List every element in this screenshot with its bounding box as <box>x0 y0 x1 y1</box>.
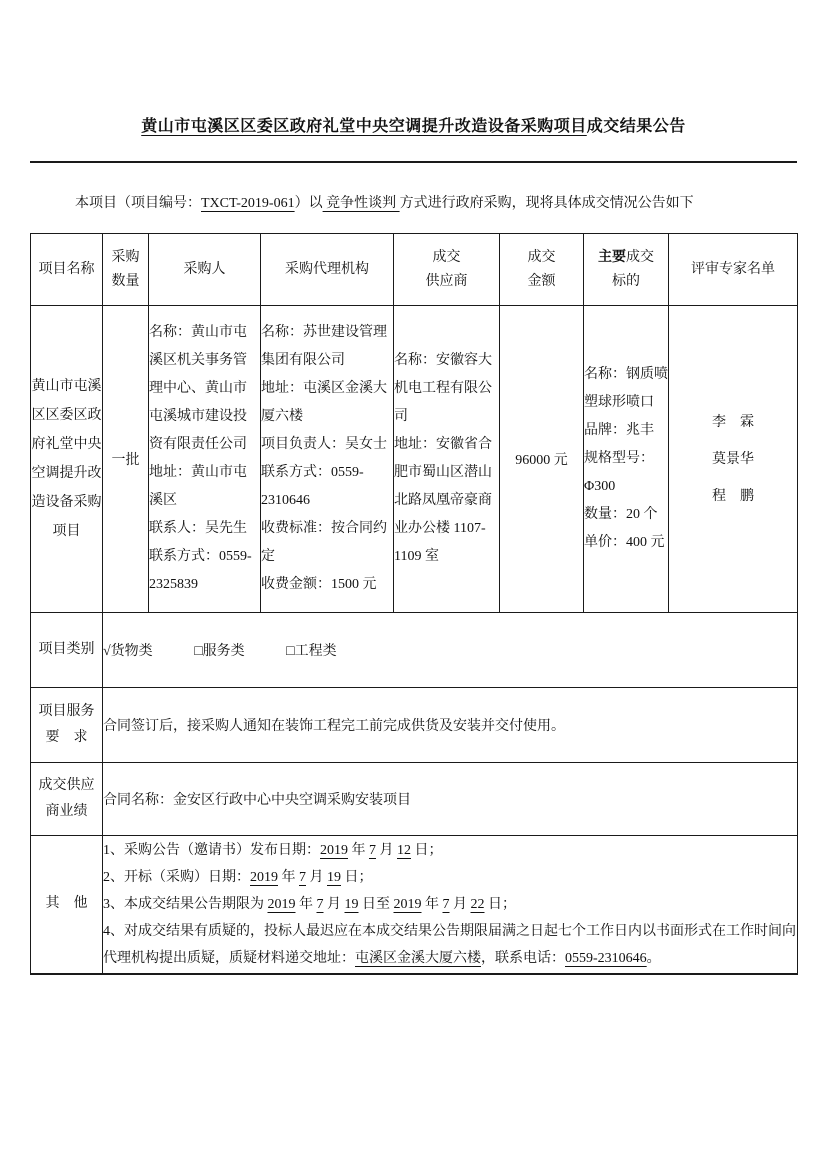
cell-supplier: 名称：安徽容大机电工程有限公司 地址：安徽省合肥市蜀山区潜山北路凤凰帝豪商业办公楼 1107-1109 室 <box>394 306 500 613</box>
cell-amount: 96000 元 <box>500 306 584 613</box>
other-item-2: 2、开标（采购）日期：2019 年 7 月 19 日； <box>103 869 373 885</box>
header-experts: 评审专家名单 <box>669 234 798 306</box>
header-row <box>31 234 798 306</box>
other-content <box>103 836 798 974</box>
supplier-performance-row <box>31 763 798 836</box>
header-quantity: 采购 数量 <box>103 234 149 306</box>
other-label: 其 他 <box>31 836 103 974</box>
other-row <box>31 836 798 974</box>
cell-experts <box>669 306 798 613</box>
intro-line: 本项目（项目编号：TXCT-2019-061）以 竞争性谈判 方式进行政府采购，现将具体成交情况公告如下 <box>75 196 694 211</box>
other-item-1: 1、采购公告（邀请书）发布日期：2019 年 7 月 12 日； <box>103 842 443 858</box>
top-divider <box>30 161 797 163</box>
result-row <box>31 306 798 613</box>
header-main-subject: 主要成交 标的 <box>584 234 669 306</box>
cell-purchaser: 名称：黄山市屯溪区机关事务管理中心、黄山市屯溪城市建设投资有限责任公司 地址：黄山市屯溪区 联系人：吴先生 联系方式：0559-2325839 <box>149 306 261 613</box>
service-requirement-label: 项目服务 要 求 <box>31 688 103 763</box>
header-agency: 采购代理机构 <box>261 234 394 306</box>
expert-name: 莫景华 <box>712 451 754 467</box>
service-requirement-row <box>31 688 798 763</box>
results-table <box>30 233 798 975</box>
header-purchaser: 采购人 <box>149 234 261 306</box>
category-row <box>31 613 798 688</box>
checkbox-goods-checked: √货物类 <box>103 644 153 659</box>
supplier-performance-content: 合同名称：金安区行政中心中央空调采购安装项目 <box>103 763 798 836</box>
checkbox-services: □服务类 <box>194 644 245 659</box>
cell-quantity: 一批 <box>103 306 149 613</box>
category-options <box>103 613 798 688</box>
checkbox-works: □工程类 <box>286 644 337 659</box>
header-supplier: 成交 供应商 <box>394 234 500 306</box>
category-label: 项目类别 <box>31 613 103 688</box>
other-item-4: 4、对成交结果有质疑的，投标人最迟应在本成交结果公告期限届满之日起七个工作日内以书面形式在工作时间向代理机构提出质疑，质疑材料递交地址：屯溪区金溪大厦六楼，联系电话：0559-2310646。 <box>103 923 796 966</box>
cell-project-name: 黄山市屯溪区区委区政府礼堂中央空调提升改造设备采购项目 <box>31 306 103 613</box>
service-requirement-content: 合同签订后，接采购人通知在装饰工程完工前完成供货及安装并交付使用。 <box>103 688 798 763</box>
supplier-performance-label: 成交供应 商业绩 <box>31 763 103 836</box>
expert-name: 程 鹏 <box>712 488 754 504</box>
header-project-name: 项目名称 <box>31 234 103 306</box>
expert-name: 李 霖 <box>712 414 754 430</box>
cell-main-subject: 名称：钢质喷塑球形喷口 品牌：兆丰 规格型号：Φ300 数量：20 个 单价：400 元 <box>584 306 669 613</box>
cell-agency: 名称：苏世建设管理集团有限公司 地址：屯溪区金溪大厦六楼 项目负责人：吴女士 联系方式：0559-2310646 收费标准：按合同约定 收费金额：1500 元 <box>261 306 394 613</box>
header-amount: 成交 金额 <box>500 234 584 306</box>
page-title: 黄山市屯溪区区委区政府礼堂中央空调提升改造设备采购项目成交结果公告 <box>141 118 686 135</box>
other-item-3: 3、本成交结果公告期限为 2019 年 7 月 19 日至 2019 年 7 月 22 日； <box>103 896 516 912</box>
